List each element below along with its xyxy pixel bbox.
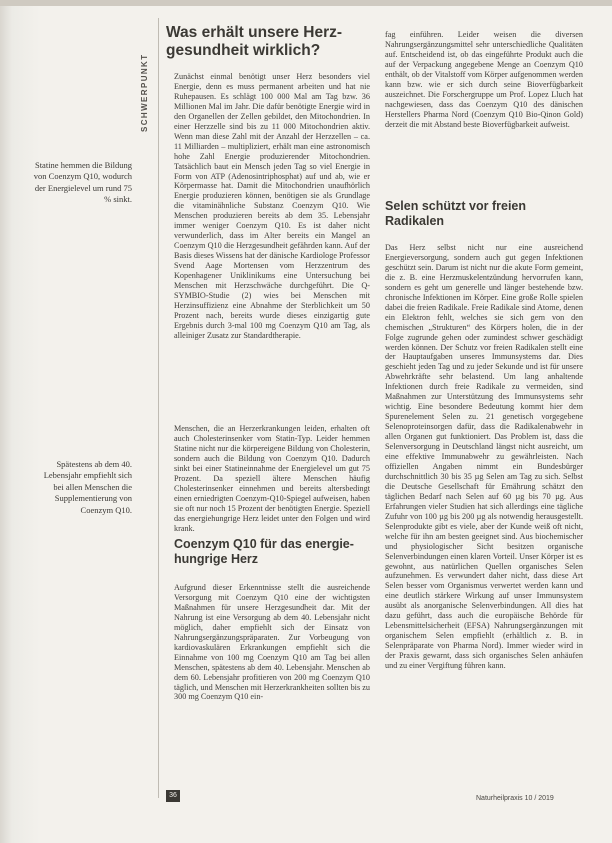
body-column-1c	[174, 583, 370, 709]
subheading-coenzym: Coenzym Q10 für das energie-hungrige Herz	[174, 537, 354, 566]
body-column-2a	[385, 30, 583, 137]
body-column-2b	[385, 243, 583, 678]
subheading-selen: Selen schützt vor freien Radikalen	[385, 199, 527, 228]
footer-issue: Naturheilpraxis 10 / 2019	[476, 795, 554, 802]
article-title: Was erhält unsere Herz-gesundheit wirklich?	[166, 24, 343, 59]
paragraph: Das Herz selbst nicht nur eine ausreichend Energieversorgung, sondern auch gut gegen Infektionen geschützt sein. Darum ist nicht nur die akute Form gemeint, die z. B. eine Herzmuskelentzündung hervorrufen kann, sondern es geht um generelle und länger bestehende bzw. chronische Infektionen im Körper. Eine große Rolle spielen dabei die freien Radikale. Freie Radikale sind Atome, denen ein Elektron fehlt, welches sie sich gern von den chemischen „Strukturen“ des Körpers holen, die in der Folge zugrunde gehen oder zumindest schwer geschädigt werden können. Der Schutz vor freien Radikalen stellt eine der Hauptaufgaben unseres Immunsystems dar. Dies geschieht jeden Tag und zu jeder Sekunde und ist für unsere Abwehrkräfte sehr belastend. Um lang anhaltende Infektionen durch freie Radikale zu vermeiden, sind Maßnahmen zur Unterstützung des Immunsystems sehr wichtig. Eine besondere Bedeutung kommt hier dem Spurenelement Selen zu. 21 genetisch vorgegebene Selenoproteinsorgen dafür, dass die Radikalenabwehr in allen Organen gut funktioniert. Das Problem ist, dass die Selenversorgung in Deutschland längst nicht ausreicht, um eine effektive Immunabwehr zu gewährleisten. Nach offiziellen Angaben nimmt ein Bundesbürger durchschnittlich 30 bis 35 µg Selen am Tag zu sich. Selbst die Deutsche Gesellschaft für Ernährung schätzt den täglichen Bedarf nach Selen auf 60 µg bis 70 µg. Aus Erfahrungen vieler Studien hat sich allerdings eine tägliche Zufuhr von 100 µg bis 200 µg als notwendig herausgestellt. Selenprodukte gibt es viele, aber der Kunde weiß oft nicht, welche für ihn am besten geeignet sind. Aus biochemischer und physiologischer Sicht besitzen organische Selenverbindungen einen klaren Vorteil. Unser Körper ist es gewohnt, aus natürlichen Quellen organisches Selen aufzunehmen. Es verwundert daher nicht, dass diese Art Selen besser vom Organismus verwertet werden kann und eine deutlich stärkere Wirkung auf unser Immunsystem ausübt als anorganische Selenverbindungen. All dies hat dazu geführt, dass auch die europäische Behörde für Lebensmittelsicherheit (EFSA) Nahrungsergänzungen mit organischem Selen empfiehlt (erhältlich z. B. in Selenpräparate von Pharma Nord). Immer wieder wird in der Praxis gewarnt, dass sich organisches Selen anhäufen und zu einer Vergiftung führen kann.	[385, 243, 583, 671]
body-column-1b	[174, 424, 370, 540]
sidenote-text: Statine hemmen die Bildung von Coenzym Q10, wodurch der Energielevel um rund 75 % sinkt.	[33, 160, 132, 205]
paragraph: Aufgrund dieser Erkenntnisse stellt die ausreichende Versorgung mit Coenzym Q10 eine der wichtigsten Maßnahmen für unsere Herzgesundheit dar. Mit der Nahrung ist eine Versorgung ab dem 40. Lebensjahr nicht möglich, daher empfiehlt sich der Einsatz von Nahrungsergänzungspräparaten. Zur Vorbeugung von kardiovaskulären Erkrankungen empfiehlt sich die Einnahme von 100 mg Coenzym Q10 am Tag bei allen Menschen, spätestens ab dem 40. Lebensjahr. Menschen ab dem 60. Lebensjahr profitieren von 200 mg Coenzym Q10 täglich, und Menschen mit Herzerkrankheiten sollten bis zu 300 mg Coenzym Q10 ein-	[174, 583, 370, 702]
paragraph: Menschen, die an Herzerkrankungen leiden, erhalten oft auch Cholesterinsenker vom Statin-Typ. Leider hemmen Statine nicht nur die körpereigene Bildung von Cholesterin, sondern auch die Bildung von Coenzym Q10. Dadurch sinkt bei einer Statineinnahme der Energielevel um gut 75 Prozent. Da speziell ältere Menschen häufig Cholesterinsenker einnehmen und bereits altersbedingt einen erniedrigten Coenzym-Q10-Spiegel aufweisen, haben sie oft nur noch 15 Prozent der benötigten Energie. Speziell das energiehungrige Herz leidet unter den Folgen und wird krank.	[174, 424, 370, 533]
section-kicker: SCHWERPUNKT	[140, 53, 149, 132]
paragraph: Zunächst einmal benötigt unser Herz besonders viel Energie, denn es muss permanent arbeiten und hat nie Ruhepausen. Es schlägt 100 000 Mal am Tag bzw. 36 Millionen Mal im Jahr. Die dafür benötigte Energie wird in den Organellen der Zellen gebildet, den Mitochondrien. In einer Herzzelle sind bis zu 11 000 Mitochondrien aktiv. Wenn man diese Zahl mit der Anzahl der Herzzellen – ca. 11 Milliarden – multipliziert, erhält man eine astronomisch hohe Zahl Energie produzierender Mitochondrien. Tatsächlich baut ein Mensch jeden Tag so viel Energie in Form von ATP (Adenosintriphosphat) auf und ab, wie er Körpermasse hat. Damit die Mitochondrien unaufhörlich Energie produzieren können, benötigen sie als Grundlage die vitaminähnliche Substanz Coenzym Q10. Wie Menschen produzieren bereits ab dem 35. Lebensjahr immer weniger Coenzym Q10. Es ist daher nicht verwunderlich, dass im Alter bereits ein Mangel an Coenzym Q10 die Herzgesundheit gefährden kann. Auf der Basis dieses Wissens hat der dänische Kardiologe Professor Svend Aage Mortensen vom Herzzentrum des Kopenhagener Uniklinikums eine Untersuchung bei Menschen mit Herzschwäche durchgeführt. Die Q-SYMBIO-Studie (2) wies bei Menschen mit Herzinsuffizienz eine Abnahme der Sterblichkeit um 50 Prozent nach, bereits wurde dieses einzigartig gute Ergebnis durch 3-mal 100 mg Coenzym Q10 am Tag, als alleiniger Zusatz zur Standardtherapie.	[174, 72, 370, 340]
top-edge	[0, 0, 612, 6]
paragraph: fag einführen. Leider weisen die diversen Nahrungsergänzungsmittel sehr unterschiedliche Qualitäten auf. Entscheidend ist, ob das eingeführte Produkt auch die auf der Verpackung angegebene Menge an Coenzym Q10 enthält, ob der Vitalstoff vom Körper aufgenommen werden kann bzw. wie er sich durch seine Bioverfügbarkeit auszeichnet. Die Forschergruppe um Prof. Lopez Lluch hat nachgewiesen, dass das Coenzym Q10 des dänischen Herstellers Pharma Nord (Coenzym Q10 Bio-Qinon Gold) derzeit die mit Abstand beste Bioverfügbarkeit aufweist.	[385, 30, 583, 129]
sidenote-supplement	[32, 459, 132, 516]
sidenote-text: Spätestens ab dem 40. Lebensjahr empfiehlt sich bei allen Menschen die Supplementierung von Coenzym Q10.	[43, 459, 132, 515]
body-column-1	[174, 72, 370, 348]
page-number: 36	[166, 790, 180, 802]
column-divider	[158, 18, 159, 798]
sidenote-statine	[32, 160, 132, 206]
